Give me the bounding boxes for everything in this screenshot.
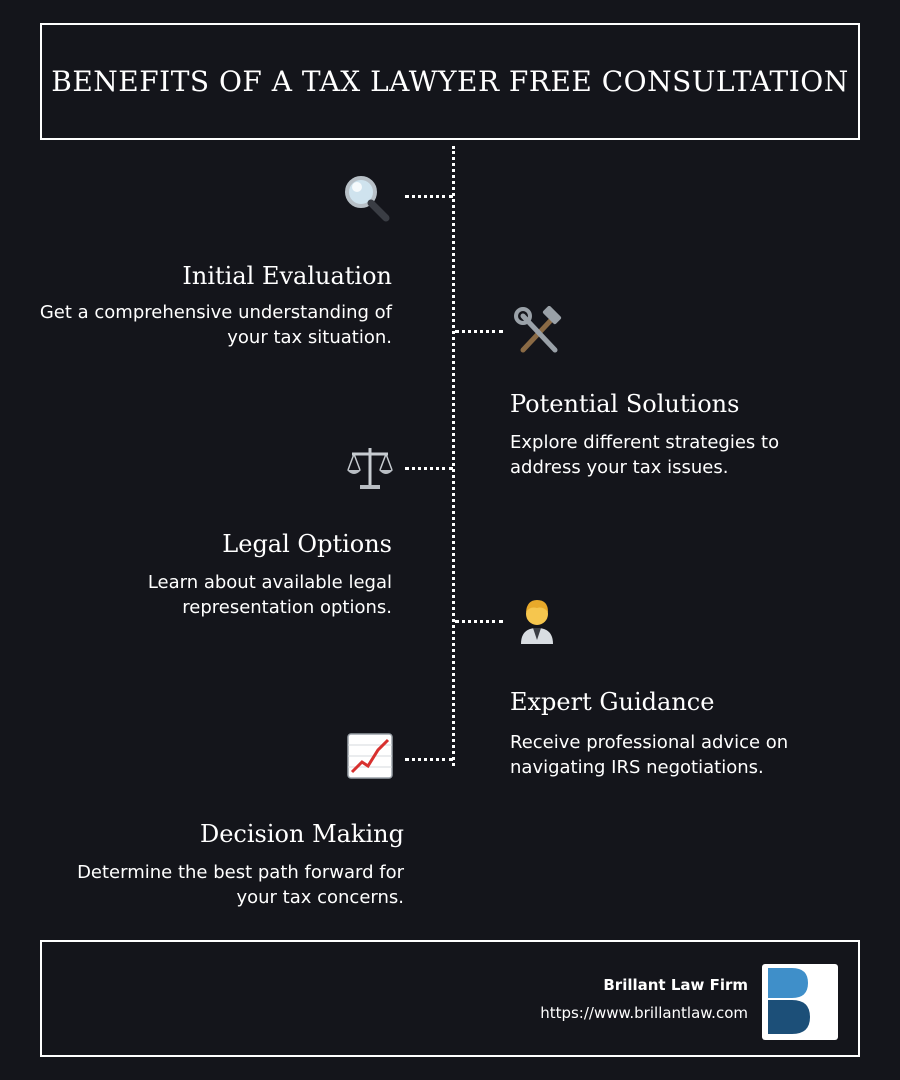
connector-4 xyxy=(455,620,503,623)
firm-url-link[interactable]: https://www.brillantlaw.com xyxy=(540,1004,748,1022)
footer-box xyxy=(40,940,860,1057)
step-desc-decision-making: Determine the best path forward for your tax concerns. xyxy=(77,862,404,908)
step-heading-potential-solutions: Potential Solutions xyxy=(510,390,740,418)
step-desc-expert-guidance: Receive professional advice on navigating IRS negotiations. xyxy=(510,732,789,778)
balance-scale-icon xyxy=(344,442,396,494)
step-heading-initial-evaluation: Initial Evaluation xyxy=(182,262,392,290)
firm-name: Brillant Law Firm xyxy=(603,976,748,994)
hammer-and-wrench-icon xyxy=(513,306,565,358)
firm-logo xyxy=(762,964,838,1040)
page-title: BENEFITS OF A TAX LAWYER FREE CONSULTATION xyxy=(51,65,849,98)
step-desc-potential-solutions: Explore different strategies to address your tax issues. xyxy=(510,432,780,478)
connector-3 xyxy=(405,467,453,470)
office-worker-icon xyxy=(511,594,563,646)
magnifying-glass-icon xyxy=(340,172,392,224)
timeline-line xyxy=(452,146,455,766)
connector-1 xyxy=(405,195,453,198)
step-heading-expert-guidance: Expert Guidance xyxy=(510,688,715,716)
step-heading-legal-options: Legal Options xyxy=(222,530,392,558)
connector-5 xyxy=(405,758,453,761)
step-desc-initial-evaluation: Get a comprehensive understanding of your tax situation. xyxy=(39,302,392,348)
connector-2 xyxy=(455,330,503,333)
step-desc-legal-options: Learn about available legal representation options. xyxy=(147,572,392,618)
title-box xyxy=(40,23,860,140)
step-heading-decision-making: Decision Making xyxy=(199,820,404,848)
chart-increasing-icon xyxy=(344,730,396,782)
